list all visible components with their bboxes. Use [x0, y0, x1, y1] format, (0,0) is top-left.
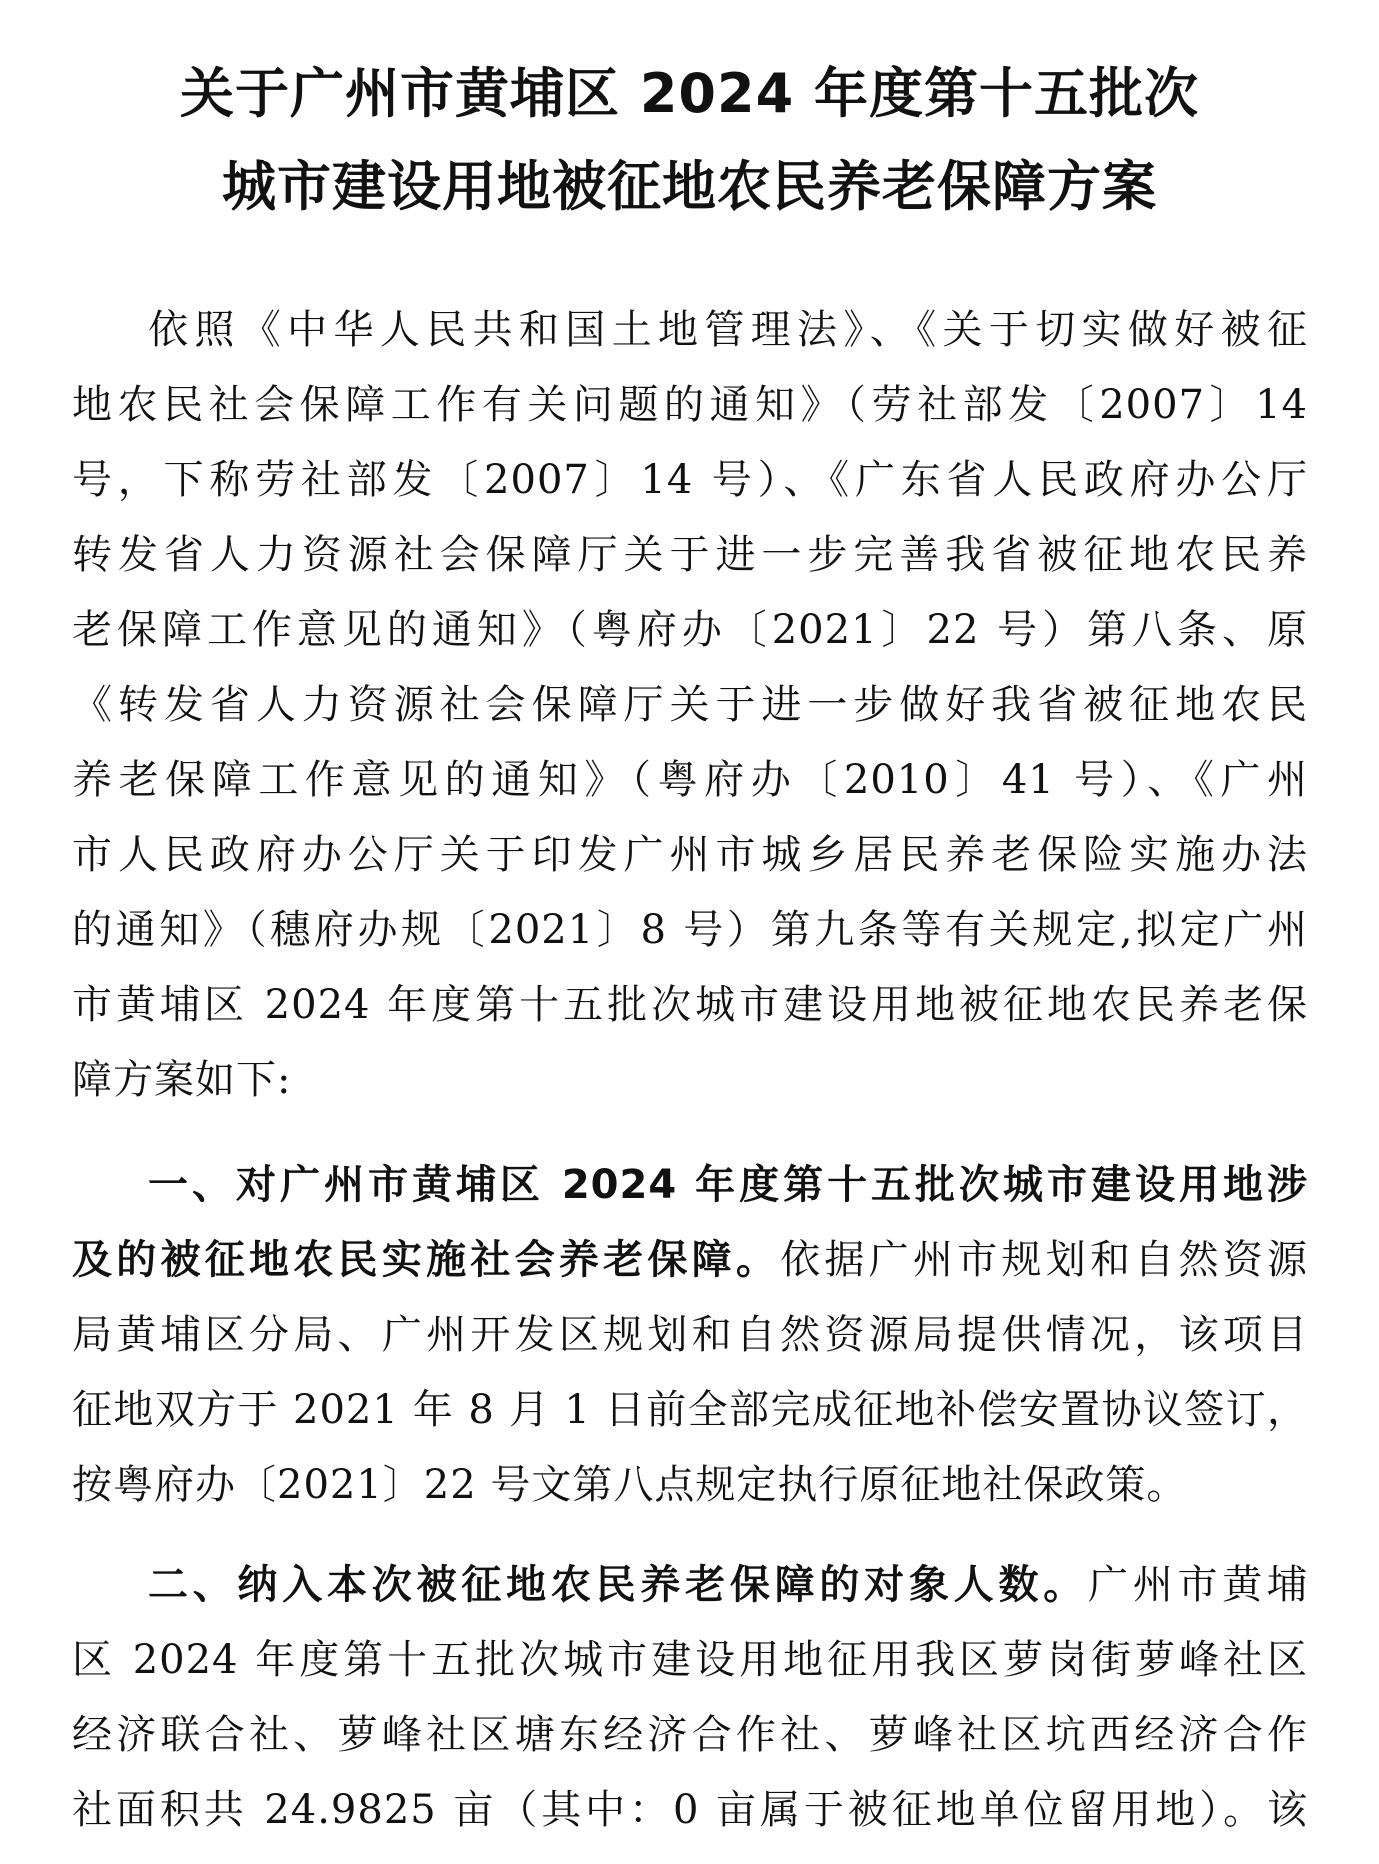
intro-line: 地农民社会保障工作有关问题的通知》（劳社部发〔2007〕14 — [72, 382, 1308, 428]
intro-line: 市人民政府办公厅关于印发广州市城乡居民养老保险实施办法 — [72, 832, 1308, 878]
intro-line: 老保障工作意见的通知》（粤府办〔2021〕22 号）第八条、原 — [72, 607, 1308, 653]
intro-line: 转发省人力资源社会保障厅关于进一步完善我省被征地农民养 — [72, 532, 1308, 578]
intro-line: 号，下称劳社部发〔2007〕14 号）、《广东省人民政府办公厅 — [72, 457, 1308, 503]
intro-line: 障方案如下: — [72, 1057, 292, 1103]
section-2-line: 社面积共 24.9825 亩（其中：0 亩属于被征地单位留用地）。该 — [72, 1787, 1308, 1833]
section-1-line: 征地双方于 2021 年 8 月 1 日前全部完成征地补偿安置协议签订， — [72, 1387, 1308, 1433]
section-2-line: 区 2024 年度第十五批次城市建设用地征用我区萝岗街萝峰社区 — [72, 1637, 1308, 1683]
document-title-line-2: 城市建设用地被征地农民养老保障方案 — [222, 155, 1157, 218]
document-title-line-1: 关于广州市黄埔区 2024 年度第十五批次 — [180, 62, 1199, 125]
section-1-line: 按粤府办〔2021〕22 号文第八点规定执行原征地社保政策。 — [72, 1462, 1188, 1508]
intro-line: 《转发省人力资源社会保障厅关于进一步做好我省被征地农民 — [72, 682, 1308, 728]
intro-line: 市黄埔区 2024 年度第十五批次城市建设用地被征地农民养老保 — [72, 982, 1308, 1028]
section-1-heading: 一、对广州市黄埔区 2024 年度第十五批次城市建设用地涉 — [148, 1162, 1308, 1208]
intro-line: 依照《中华人民共和国土地管理法》、《关于切实做好被征 — [148, 307, 1308, 353]
intro-line: 养老保障工作意见的通知》（粤府办〔2010〕41 号）、《广州 — [72, 757, 1308, 803]
section-1-line — [72, 1230, 1308, 1290]
section-2-line — [148, 1555, 1308, 1615]
section-2-line: 经济联合社、萝峰社区塘东经济合作社、萝峰社区坑西经济合作 — [72, 1712, 1308, 1758]
intro-line: 的通知》（穗府办规〔2021〕8 号）第九条等有关规定,拟定广州 — [72, 907, 1308, 953]
section-1-line: 局黄埔区分局、广州开发区规划和自然资源局提供情况，该项目 — [72, 1312, 1308, 1358]
section-1-heading-continued: 及的被征地农民实施社会养老保障。 — [72, 1237, 781, 1283]
section-2-text: 广州市黄埔 — [1087, 1562, 1309, 1608]
section-1-text: 依据广州市规划和自然资源 — [780, 1237, 1309, 1283]
section-2-heading: 二、纳入本次被征地农民养老保障的对象人数。 — [148, 1562, 1088, 1608]
